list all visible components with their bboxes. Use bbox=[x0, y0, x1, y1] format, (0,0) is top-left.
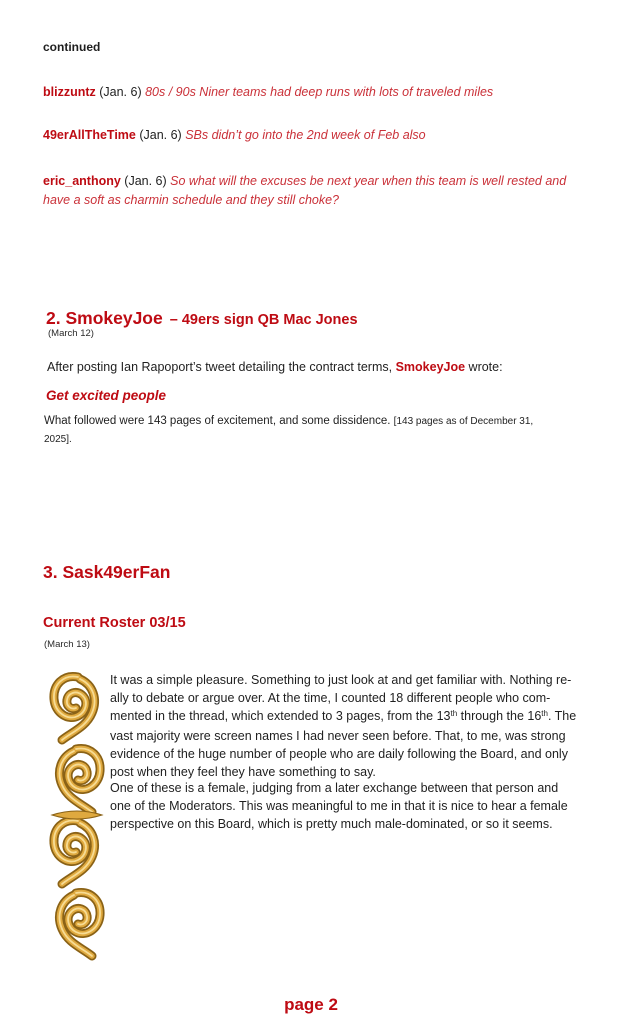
pull-quote: Get excited people bbox=[46, 388, 167, 403]
forum-post: blizzuntz (Jan. 6) 80s / 90s Niner teams had deep runs with lots of traveled miles bbox=[43, 85, 494, 99]
forum-post: eric_anthony (Jan. 6) So what will the excuses be next year when this team is well rested and have a soft as charmin schedule and they still choke? bbox=[43, 174, 567, 207]
section-2-heading bbox=[46, 303, 358, 331]
section-2-title-suffix: – 49ers sign QB Mac Jones bbox=[169, 312, 358, 328]
page-number: page 2 bbox=[284, 995, 338, 1014]
section-2-date: (March 12) bbox=[48, 328, 94, 339]
body-paragraph: It was a simple pleasure. Something to just look at and get familiar with. Nothing re- ally to debate or argue over. At the time, I counted 18 different people who com- mented in the thread, which extended to 3 pages, from the 13th through the 16th. The vast majority were screen names I had never seen before. That, to me, was strong evidence of the huge number of people who are daily following the Board, and only post when they feel they have something to say. bbox=[110, 673, 577, 779]
section-3-date: (March 13) bbox=[44, 639, 90, 650]
continued-label: continued bbox=[43, 40, 101, 54]
section-2-title: 2. SmokeyJoe bbox=[46, 308, 163, 328]
forum-post: 49erAllTheTime (Jan. 6) SBs didn’t go into the 2nd week of Feb also bbox=[43, 128, 426, 142]
section-3-title: 3. Sask49erFan bbox=[43, 562, 171, 582]
section-2-followup: What followed were 143 pages of excitement, and some dissidence. [143 pages as of December 31, 2025]. bbox=[44, 415, 534, 445]
section-3-subheading: Current Roster 03/15 bbox=[43, 615, 186, 631]
body-paragraph: One of these is a female, judging from a later exchange between that person and one of the Moderators. This was meaningful to me in that it is nice to hear a female perspective on this Board, which is pretty much male-dominated, or so it seems. bbox=[110, 781, 568, 831]
gold-scroll-ornament-icon bbox=[47, 671, 107, 961]
section-2-intro: After posting Ian Rapoport’s tweet detailing the contract terms, SmokeyJoe wrote: bbox=[47, 360, 503, 374]
